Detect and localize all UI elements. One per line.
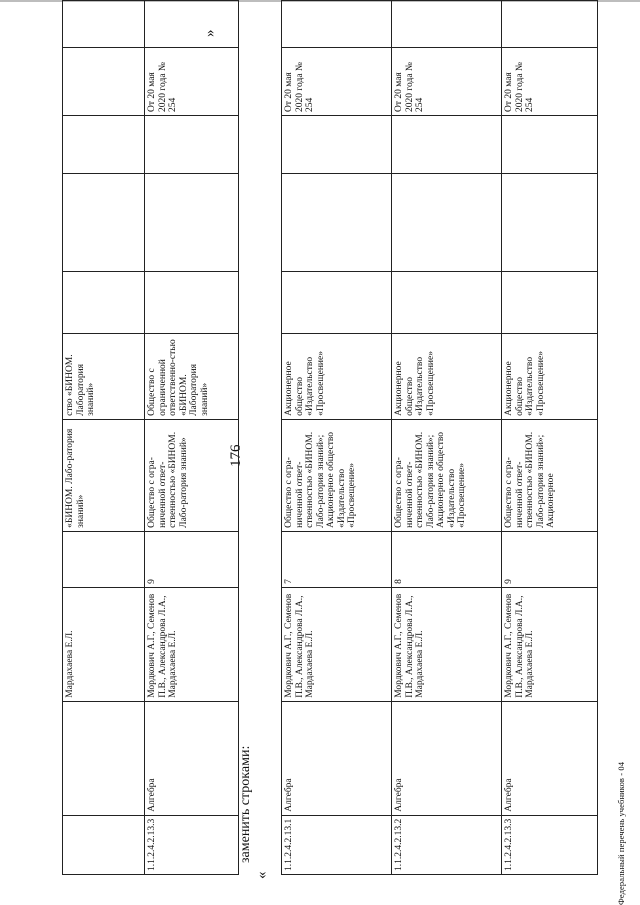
top-table xyxy=(62,0,239,875)
cell-subject: Алгебра xyxy=(145,701,239,815)
table-row xyxy=(145,1,239,875)
cell-subject xyxy=(63,701,145,815)
cell-date: От 20 мая 2020 года № 254 xyxy=(502,48,598,116)
cell-holder: ство «БИНОМ. Лаборатория знаний» xyxy=(63,333,145,419)
cell-holder: Акционерное общество «Издательство «Просвещение» xyxy=(502,333,598,419)
cell-subject: Алгебра xyxy=(282,701,392,815)
cell-code: 1.1.2.4.2.13.1 xyxy=(282,815,392,874)
cell-authors: Мардахаева Е.Л. xyxy=(63,587,145,701)
cell-col7 xyxy=(282,271,392,333)
cell-col7 xyxy=(145,271,239,333)
cell-holder: Общество с ограниченной ответственно-стью «БИНОМ. Лаборатория знаний» xyxy=(145,333,239,419)
cell-class: 9 xyxy=(502,531,598,587)
cell-code: 1.1.2.4.2.13.2 xyxy=(392,815,502,874)
cell-subject: Алгебра xyxy=(502,701,598,815)
cell-code: 1.1.2.4.2.13.3 xyxy=(502,815,598,874)
cell-date xyxy=(63,48,145,116)
cell-code: 1.1.2.4.2.13.3 xyxy=(145,815,239,874)
cell-publisher: Общество с огра-ниченной ответ-ственностью «БИНОМ. Лабо-ратория знаний»; Акционерное общество «Издательство «Просвещение» xyxy=(282,419,392,531)
cell-date: От 20 мая 2020 года № 254 xyxy=(282,48,392,116)
cell-holder: Акционерное общество «Издательство «Просвещение» xyxy=(282,333,392,419)
table-row xyxy=(282,1,392,875)
table-row xyxy=(502,1,598,875)
cell-col9 xyxy=(392,116,502,174)
cell-col9 xyxy=(502,116,598,174)
cell-class: 7 xyxy=(282,531,392,587)
cell-publisher: «БИНОМ. Лабо-ратория знаний» xyxy=(63,419,145,531)
cell-col7 xyxy=(63,271,145,333)
cell-col9 xyxy=(63,116,145,174)
cell-date: От 20 мая 2020 года № 254 xyxy=(392,48,502,116)
cell-last xyxy=(63,1,145,48)
cell-col8 xyxy=(282,173,392,271)
table-row xyxy=(63,1,145,875)
cell-authors: Мордкович А.Г., Семенов П.В., Александрова Л.А., Мардахаева Е.Л. xyxy=(392,587,502,701)
cell-last xyxy=(392,1,502,48)
top-table-body xyxy=(63,1,239,875)
bottom-table xyxy=(281,0,598,875)
closing-quote: » xyxy=(202,29,218,37)
cell-col9 xyxy=(145,116,239,174)
cell-col7 xyxy=(502,271,598,333)
cell-date: От 20 мая 2020 года № 254 xyxy=(145,48,239,116)
cell-last xyxy=(145,1,239,48)
cell-code xyxy=(63,815,145,874)
cell-col8 xyxy=(63,173,145,271)
cell-col9 xyxy=(282,116,392,174)
cell-class xyxy=(63,531,145,587)
cell-col8 xyxy=(145,173,239,271)
cell-last xyxy=(502,1,598,48)
cell-class: 8 xyxy=(392,531,502,587)
cell-last xyxy=(282,1,392,48)
table-row xyxy=(392,1,502,875)
replace-instruction: заменить строками: xyxy=(238,745,253,863)
cell-holder: Акционерное общество «Издательство «Просвещение» xyxy=(392,333,502,419)
page-number: 176 xyxy=(228,444,244,467)
cell-col7 xyxy=(392,271,502,333)
cell-authors: Мордкович А.Г., Семенов П.В., Александрова Л.А., Мардахаева Е.Л. xyxy=(502,587,598,701)
cell-publisher: Общество с огра-ниченной ответ-ственностью «БИНОМ. Лабо-ратория знаний»; Акционерное общество «Издательство «Просвещение» xyxy=(392,419,502,531)
cell-publisher: Общество с огра-ниченной ответ-ственностью «БИНОМ. Лабо-ратория знаний»; Акционерное xyxy=(502,419,598,531)
cell-authors: Мордкович А.Г., Семенов П.В., Александрова Л.А., Мардахаева Е.Л. xyxy=(282,587,392,701)
cell-subject: Алгебра xyxy=(392,701,502,815)
cell-authors: Мордкович А.Г., Семенов П.В., Александрова Л.А., Мардахаева Е.Л. xyxy=(145,587,239,701)
cell-col8 xyxy=(392,173,502,271)
cell-class: 9 xyxy=(145,531,239,587)
opening-quote: « xyxy=(254,871,270,879)
cell-publisher: Общество с огра-ниченной ответ-ственностью «БИНОМ. Лабо-ратория знаний» xyxy=(145,419,239,531)
bottom-table-body xyxy=(282,1,598,875)
page-footer: Федеральный перечень учебников - 04 xyxy=(616,761,626,905)
cell-col8 xyxy=(502,173,598,271)
